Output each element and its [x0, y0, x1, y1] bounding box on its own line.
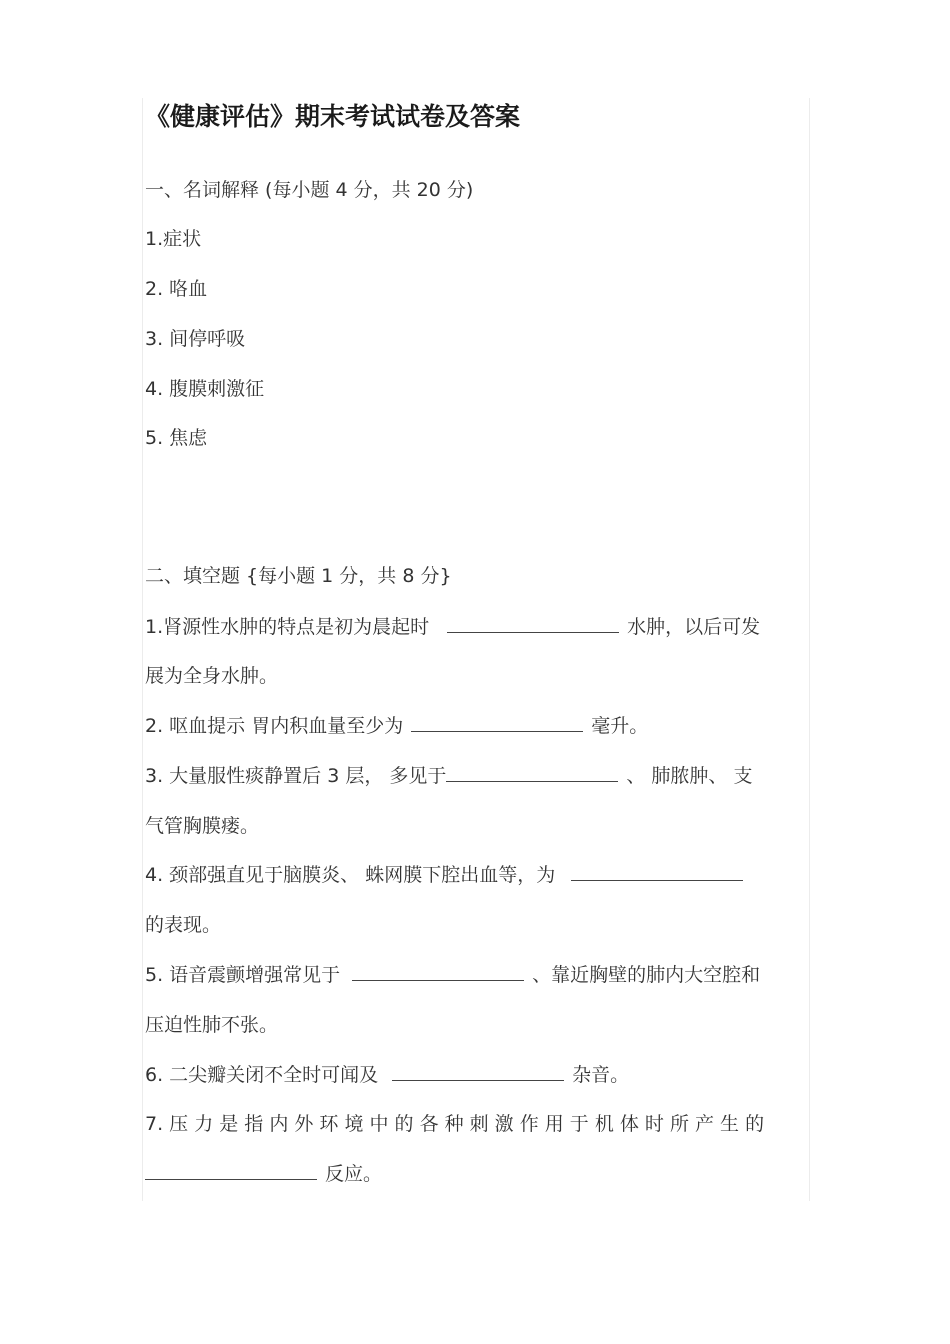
q2-text-before: 2. 呕血提示 胃内积血量至少为 [145, 715, 404, 737]
q5-text-before: 5. 语音震颤增强常见于 [145, 964, 341, 986]
q3-blank [446, 763, 618, 782]
q3-text-before: 3. 大量服性痰静置后 3 层， 多见于 [145, 765, 447, 787]
fill-question-2 [145, 713, 648, 739]
term-item-3: 3. 间停呼吸 [145, 328, 246, 350]
fill-question-7-cont [145, 1161, 382, 1187]
q5-blank [352, 962, 524, 981]
q4-blank [571, 862, 743, 881]
term-item-1: 1.症状 [145, 228, 202, 250]
fill-question-3-cont: 气管胸膜瘘。 [145, 815, 260, 837]
fill-question-1 [145, 614, 760, 640]
q5-text-after: 、靠近胸壁的肺内大空腔和 [532, 964, 761, 986]
q6-text-after: 杂音。 [572, 1064, 630, 1086]
q6-text-before: 6. 二尖瓣关闭不全时可闻及 [145, 1064, 379, 1086]
fill-question-5 [145, 962, 760, 988]
section-1-heading: 一、名词解释 (每小题 4 分，共 20 分) [145, 179, 474, 201]
fill-question-5-cont: 压迫性肺不张。 [145, 1014, 279, 1036]
section-2-heading: 二、填空题 {每小题 1 分，共 8 分} [145, 565, 452, 587]
fill-question-4 [145, 862, 751, 888]
term-item-2: 2. 咯血 [145, 278, 208, 300]
fill-question-3 [145, 763, 752, 789]
document-title: 《健康评估》期末考试试卷及答案 [145, 102, 521, 131]
fill-question-1-cont: 展为全身水肿。 [145, 665, 279, 687]
q1-text-after: 水肿，以后可发 [627, 616, 761, 638]
q1-blank [447, 614, 619, 633]
fill-question-4-cont: 的表现。 [145, 914, 222, 936]
q7-blank [145, 1161, 317, 1180]
q1-text-before: 1.肾源性水肿的特点是初为晨起时 [145, 616, 430, 638]
term-item-5: 5. 焦虑 [145, 427, 208, 449]
q4-text-before: 4. 颈部强直见于脑膜炎、 蛛网膜下腔出血等，为 [145, 864, 556, 886]
fill-question-6 [145, 1062, 629, 1088]
q3-text-after: 、 肺脓肿、 支 [626, 765, 753, 787]
q6-blank [392, 1062, 564, 1081]
q7-text-after: 反应。 [325, 1163, 383, 1185]
term-item-4: 4. 腹膜刺激征 [145, 378, 265, 400]
fill-question-7: 7. 压 力 是 指 内 外 环 境 中 的 各 种 刺 激 作 用 于 机 体 时 所 产 生 的 [145, 1113, 765, 1135]
q2-text-after: 毫升。 [591, 715, 649, 737]
q2-blank [411, 713, 583, 732]
